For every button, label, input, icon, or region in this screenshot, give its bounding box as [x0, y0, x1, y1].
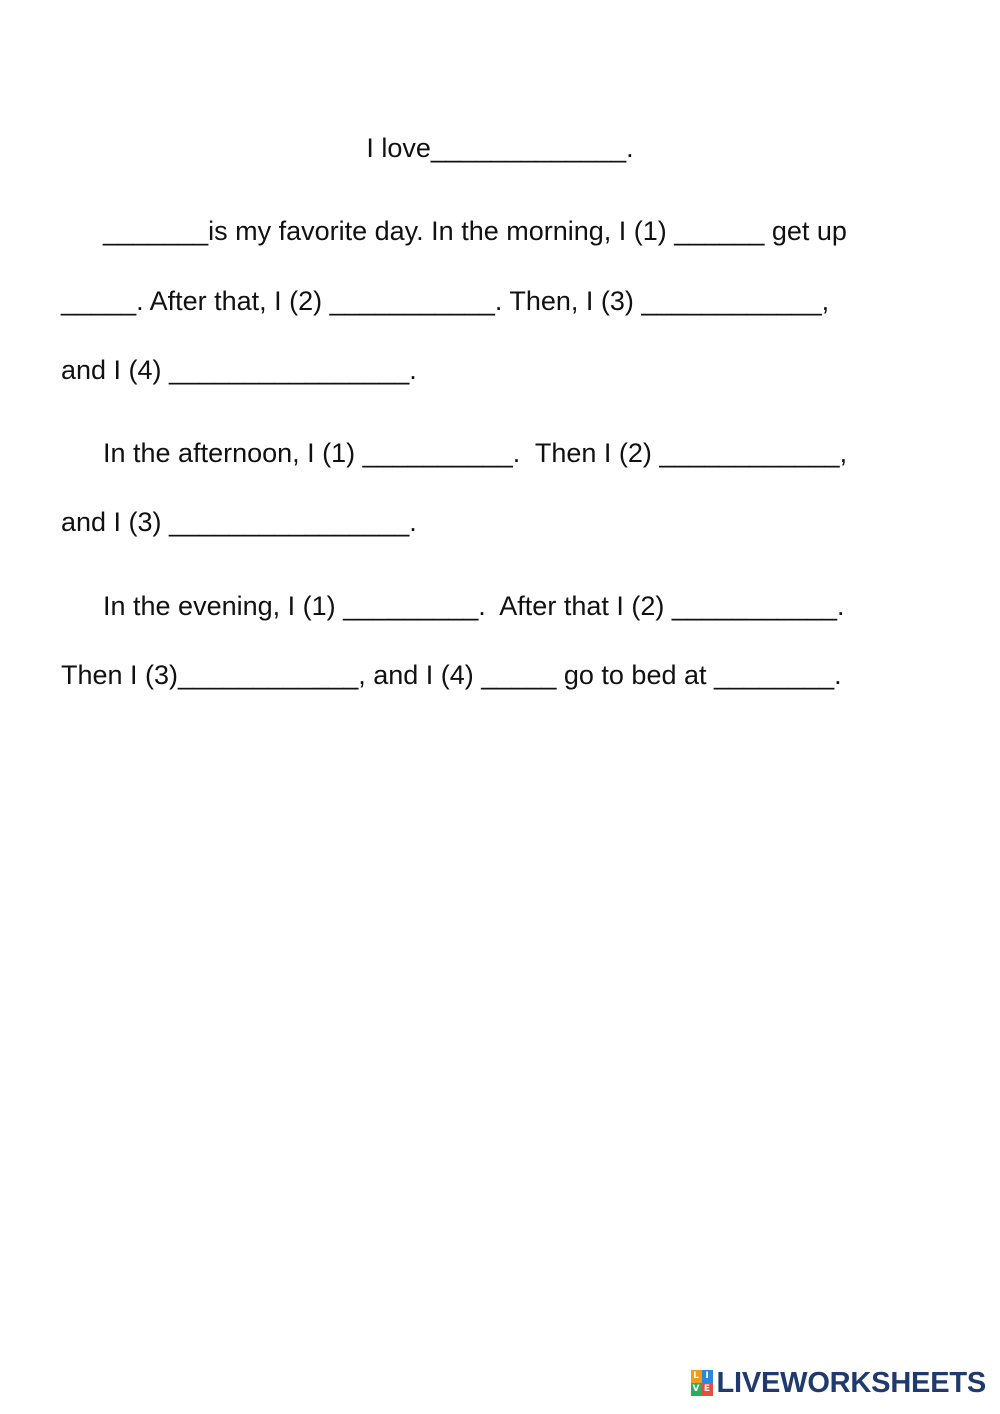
logo-letter-i: I [702, 1370, 713, 1383]
liveworksheets-watermark [691, 1366, 987, 1400]
logo-letter-v: V [691, 1383, 702, 1396]
paragraph-1-line-1: _______is my favorite day. In the morning, I (1) ______ get up [103, 216, 847, 246]
paragraph-2-line-2: and I (3) ________________. [61, 507, 417, 537]
logo-letter-l: L [691, 1370, 702, 1383]
paragraph-1-line-3: and I (4) ________________. [61, 355, 417, 385]
logo-letter-e: E [702, 1383, 713, 1396]
paragraph-3-line-2: Then I (3)____________, and I (4) _____ go to bed at ________. [61, 660, 842, 690]
paragraph-1-line-2: _____. After that, I (2) ___________. Then, I (3) ____________, [61, 286, 830, 316]
paragraph-2-line-1: In the afternoon, I (1) __________. Then I (2) ____________, [103, 438, 848, 468]
liveworksheets-wordmark: LIVEWORKSHEETS [716, 1366, 986, 1399]
worksheet-title: I love_____________. [366, 133, 634, 163]
liveworksheets-logo-icon [691, 1370, 713, 1396]
paragraph-3-line-1: In the evening, I (1) _________. After that I (2) ___________. [103, 591, 845, 621]
